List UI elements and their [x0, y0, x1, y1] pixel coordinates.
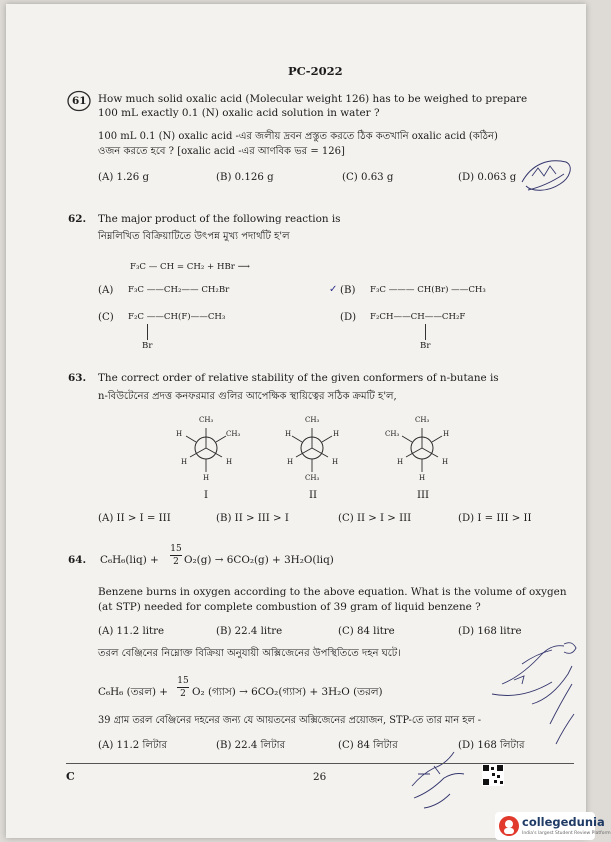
q63-text-bn: n-বিউটেনের প্রদত্ত কনফরমার গুলির আপেক্ষিক স্থায়িত্বের সঠিক ক্রমটি হ'ল, [98, 391, 397, 402]
q64-bn-fraction: 15 2 [177, 676, 189, 699]
q64-option-d: (D) 168 litre [458, 626, 522, 637]
q63-option-b: (B) II > III > I [216, 513, 289, 524]
q64-bn-option-d: (D) 168 লিটার [458, 740, 525, 751]
q64-bn-option-b: (B) 22.4 লিটার [216, 740, 286, 751]
page-number: 26 [313, 771, 327, 783]
q63-label-iii: III [417, 490, 430, 501]
q64-bn-equation-right: O₂ (গ্যাস) → 6CO₂(গ্যাস) + 3H₂O (তরল) [192, 686, 383, 698]
q61-option-d: (D) 0.063 g [458, 172, 517, 183]
q63-text-en: The correct order of relative stability of the given conformers of n-butane is [98, 372, 499, 384]
q61-text-bn-2: ওজন করতে হবে ? [oxalic acid -এর আণবিক ভর = 126] [98, 146, 345, 157]
footer-rule [66, 763, 574, 764]
q64-option-a: (A) 11.2 litre [98, 626, 164, 637]
q63-option-a: (A) II > I = III [98, 513, 171, 524]
q63-option-c: (C) II > I > III [338, 513, 412, 524]
q62-option-c-label: (C) [98, 312, 114, 323]
set-code: C [66, 770, 75, 783]
q61-option-c: (C) 0.63 g [342, 172, 394, 183]
q62-option-a: F₃C ——CH₂—— CH₂Br [128, 285, 230, 295]
brand-tagline: India's largest Student Review Platform [522, 831, 611, 836]
q64-bn-equation-left: C₆H₆ (তরল) + [98, 686, 169, 698]
q64-text-bn-2: 39 গ্রাম তরল বেঞ্জিনের দহনের জন্য যে আয়তনের অক্সিজেনের প্রয়োজন, STP-তে তার মান হল - [98, 715, 482, 726]
handwritten-scribble [518, 152, 578, 198]
q62-option-b: F₃C ——— CH(Br) ——CH₃ [370, 285, 486, 295]
q62-option-c-bond [147, 324, 148, 340]
q64-bn-option-a: (A) 11.2 লিটার [98, 740, 168, 751]
paper-code: PC-2022 [288, 64, 343, 78]
handwritten-calculation [404, 746, 494, 816]
q64-text-en-2: (at STP) needed for complete combustion of 39 gram of liquid benzene ? [98, 601, 481, 613]
q62-option-d: F₂CH——CH——CH₂F [370, 312, 466, 322]
q64-text-bn-1: তরল বেঞ্জিনের নিম্নোক্ত বিক্রিয়া অনুযায়ী অক্সিজেনের উপস্থিতিতে দহন ঘটে। [98, 648, 401, 659]
q62-reaction: F₃C — CH = CH₂ + HBr ⟶ [130, 262, 250, 272]
q61-number: 61 [72, 95, 87, 107]
exam-page [6, 4, 611, 838]
q62-option-c-substituent: Br [142, 341, 153, 351]
q62-text-bn: নিম্নলিখিত বিক্রিয়াটিতে উৎপন্ন মুখ্য পদার্থটি হ'ল [98, 231, 290, 242]
qr-code-icon [482, 764, 504, 786]
brand-logo-icon [498, 815, 520, 837]
q62-option-c: F₂C ——CH(F)——CH₃ [128, 312, 226, 322]
q64-text-en-1: Benzene burns in oxygen according to the above equation. What is the volume of oxygen [98, 586, 567, 598]
q62-option-a-label: (A) [98, 285, 114, 296]
q64-equation-left: C₆H₆(liq) + [100, 554, 159, 566]
brand-badge [495, 812, 611, 840]
q63-label-ii: II [309, 490, 318, 501]
q63-number: 63. [68, 372, 87, 384]
newman-projection-i: CH₃ H CH₃ H H H [176, 416, 241, 482]
q64-bn-option-c: (C) 84 লিটার [338, 740, 398, 751]
q62-text-en: The major product of the following reaction is [98, 213, 341, 225]
q64-number: 64. [68, 554, 87, 566]
q62-answer-tick: ✓ [329, 284, 338, 295]
q62-option-b-label: (B) [340, 285, 356, 296]
q63-label-i: I [204, 490, 209, 501]
q62-option-d-label: (D) [340, 312, 357, 323]
brand-name: collegedunia [522, 815, 605, 829]
q61-text-en-1: How much solid oxalic acid (Molecular weight 126) has to be weighed to prepare [98, 93, 528, 105]
q61-option-a: (A) 1.26 g [98, 172, 149, 183]
newman-projection-iii: CH₃ CH₃ H H H H [385, 416, 450, 482]
q64-fraction: 15 2 [170, 544, 182, 567]
q61-option-b: (B) 0.126 g [216, 172, 274, 183]
q61-text-en-2: 100 mL exactly 0.1 (N) oxalic acid solution in water ? [98, 107, 380, 119]
q64-equation-right: O₂(g) → 6CO₂(g) + 3H₂O(liq) [184, 554, 334, 566]
q62-number: 62. [68, 213, 87, 225]
q63-option-d: (D) I = III > II [458, 513, 532, 524]
q64-option-c: (C) 84 litre [338, 626, 395, 637]
q61-text-bn-1: 100 mL 0.1 (N) oxalic acid -এর জলীয় দ্রবন প্রস্তুত করতে ঠিক কতখানি oxalic acid (কঠিন) [98, 131, 498, 142]
newman-projection-ii: CH₃ H H H H CH₃ [285, 416, 340, 482]
q64-option-b: (B) 22.4 litre [216, 626, 283, 637]
q62-option-d-bond [425, 324, 426, 340]
q62-option-d-substituent: Br [420, 341, 431, 351]
